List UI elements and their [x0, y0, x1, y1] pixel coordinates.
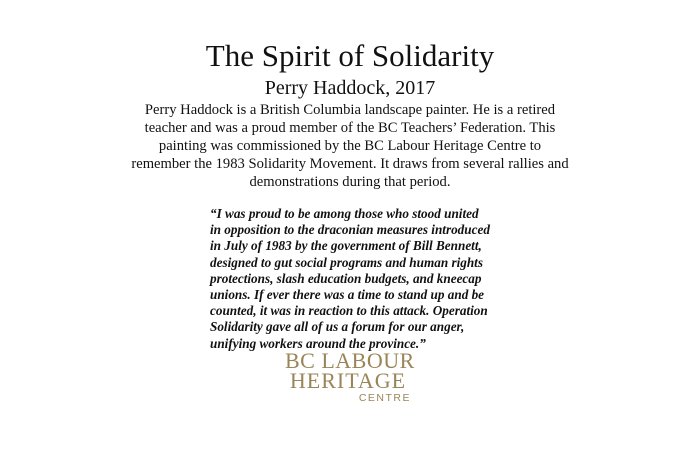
- page-title: The Spirit of Solidarity: [205, 38, 495, 73]
- logo-line-bc-labour: BC LABOUR: [285, 348, 415, 373]
- artist-quote: “I was proud to be among those who stood united in opposition to the draconian measures introduced in July of 1983 by the government of Bill Bennett, designed to gut social programs and human rights protections, slash education budgets, and kneecap unions. If ever there was a time to stand up and be counted, it was in reaction to this attack. Operation Solidarity gave all of us a forum for our anger, unifying workers around the province.”: [210, 206, 490, 351]
- artist-credit: Perry Haddock, 2017: [264, 77, 436, 99]
- intro-paragraph: Perry Haddock is a British Columbia landscape painter. He is a retired teacher and was a proud member of the BC Teachers’ Federation. This painting was commissioned by the BC Labour Heritage Centre to remember the 1983 Solidarity Movement. It draws from several rallies and demonstrations during that period.: [131, 102, 569, 190]
- logo-line-centre: CENTRE: [358, 392, 411, 404]
- logo-line-heritage: HERITAGE: [289, 368, 407, 393]
- bc-labour-heritage-centre-logo: [285, 348, 415, 412]
